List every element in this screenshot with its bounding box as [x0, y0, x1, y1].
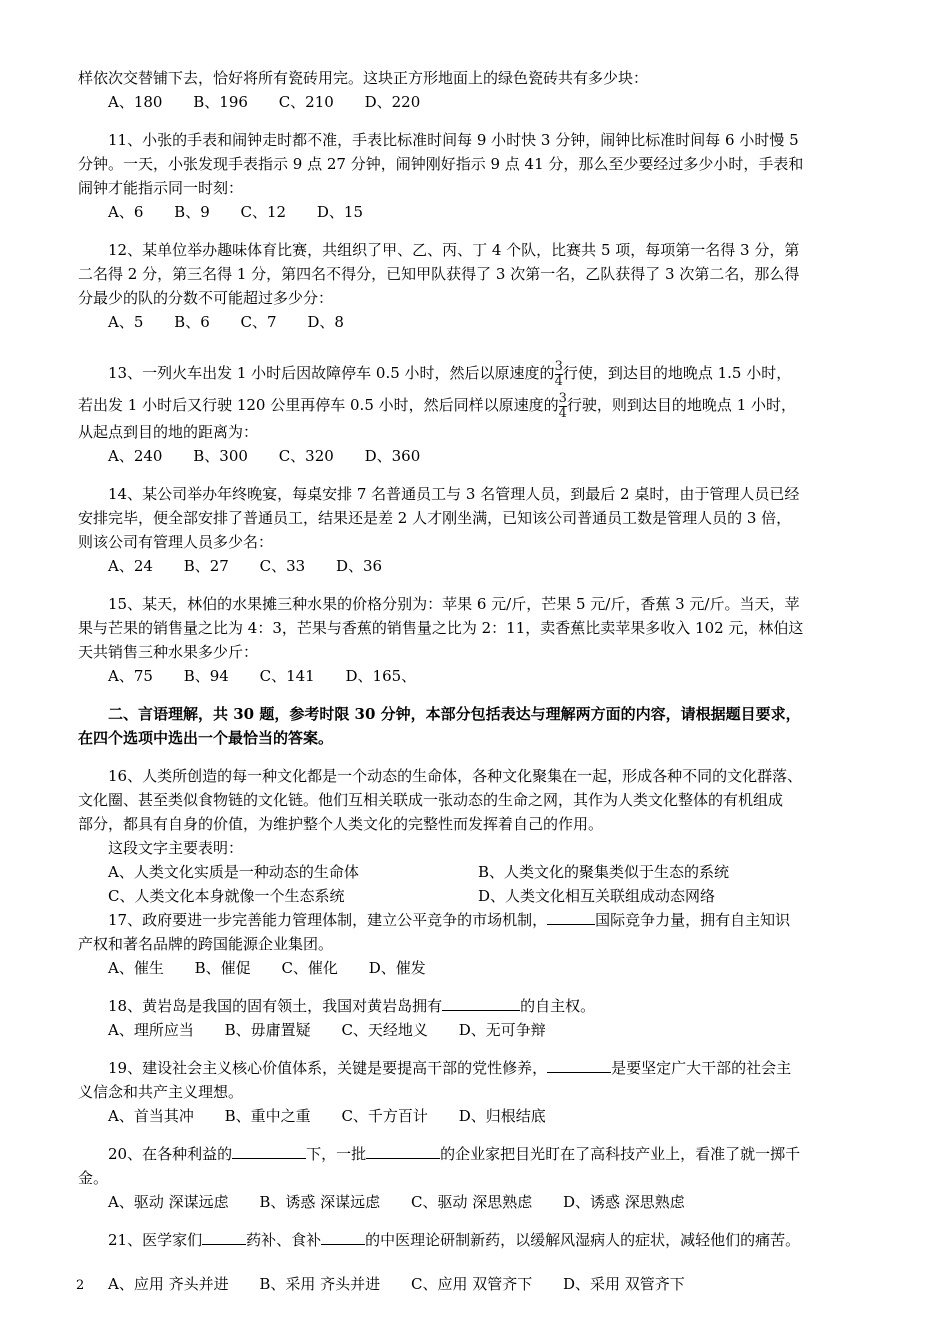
question-text-part: 的自主权。 — [520, 997, 596, 1015]
question-text-part: 是要坚定广大干部的社会主 — [611, 1059, 792, 1077]
question-text-line: 分钟。一天，小张发现手表指示 9 点 27 分钟，闹钟刚好指示 9 点 41 分，那么至少要经过多少小时，手表和 — [78, 155, 804, 173]
question-15 — [78, 592, 878, 688]
option-a: A、驱动 深谋远虑 — [108, 1193, 229, 1211]
question-text-line: 产权和著名品牌的跨国能源企业集团。 — [78, 935, 334, 953]
option-c: C、7 — [240, 313, 277, 331]
option-a: A、180 — [108, 93, 163, 111]
question-text-part: 国际竞争力量，拥有自主知识 — [595, 911, 791, 929]
question-text-line: 天共销售三种水果多少斤： — [78, 643, 259, 661]
question-text-part: 18、黄岩岛是我国的固有领土，我国对黄岩岛拥有 — [108, 997, 443, 1015]
option-a: A、人类文化实质是一种动态的生命体 — [108, 863, 359, 881]
question-16 — [78, 764, 878, 908]
question-text-part: 下，一批 — [306, 1145, 367, 1163]
question-text-line — [78, 908, 878, 932]
option-d: D、采用 双管齐下 — [563, 1275, 685, 1293]
option-d: D、15 — [316, 203, 364, 221]
question-text-line: 义信念和共产主义理想。 — [78, 1083, 244, 1101]
option-a: A、24 — [108, 557, 153, 575]
option-a: A、应用 齐头并进 — [108, 1275, 229, 1293]
option-a: A、理所应当 — [108, 1021, 194, 1039]
question-14 — [78, 482, 878, 578]
answer-blank — [547, 910, 595, 925]
answer-blank — [442, 996, 520, 1011]
question-text-part: 19、建设社会主义核心价值体系，关键是要提高干部的党性修养， — [108, 1059, 548, 1077]
option-b: B、采用 齐头并进 — [259, 1275, 381, 1293]
option-c: C、天经地义 — [341, 1021, 428, 1039]
question-text-line — [78, 1142, 878, 1166]
option-a: A、240 — [108, 447, 163, 465]
answer-blank — [232, 1144, 306, 1159]
question-text-line: 样依次交替铺下去，恰好将所有瓷砖用完。这块正方形地面上的绿色瓷砖共有多少块： — [78, 69, 649, 87]
question-text-line: 安排完毕，便全部安排了普通员工，结果还是差 2 人才刚坐满，已知该公司普通员工数是管理人员的 3 倍， — [78, 509, 792, 527]
question-11 — [78, 128, 878, 224]
question-text-part: 20、在各种利益的 — [108, 1145, 233, 1163]
option-b: B、94 — [183, 667, 229, 685]
option-b: B、诱惑 深谋远虑 — [259, 1193, 381, 1211]
option-b: B、人类文化的聚集类似于生态的系统 — [478, 863, 730, 881]
question-10-continuation — [78, 66, 878, 114]
options-row — [78, 956, 878, 980]
question-19 — [78, 1056, 878, 1128]
option-b: B、196 — [193, 93, 248, 111]
question-text-part: 13、一列火车出发 1 小时后因故障停车 0.5 小时，然后以原速度的 — [108, 364, 555, 382]
fraction — [558, 390, 567, 421]
option-c: C、驱动 深思熟虑 — [410, 1193, 533, 1211]
options-row — [78, 860, 878, 884]
question-text-part: 的中医理论研制新药，以缓解风湿病人的症状，减轻他们的痛苦。 — [365, 1231, 801, 1249]
question-text-part: 行驶，则到达目的地晚点 1 小时， — [566, 396, 797, 414]
options-row — [78, 200, 878, 224]
option-c: C、人类文化本身就像一个生态系统 — [108, 887, 345, 905]
question-20 — [78, 1142, 878, 1214]
option-b: B、6 — [174, 313, 210, 331]
option-b: B、9 — [174, 203, 210, 221]
question-12 — [78, 238, 878, 334]
option-c: C、千方百计 — [341, 1107, 428, 1125]
page-number: 2 — [76, 1278, 85, 1293]
question-text-line — [78, 1056, 878, 1080]
option-d: D、人类文化相互关联组成动态网络 — [478, 887, 716, 905]
options-row — [78, 884, 878, 908]
fraction-denominator: 4 — [558, 405, 567, 421]
question-text-line: 从起点到目的地的距离为： — [78, 423, 259, 441]
options-row — [78, 444, 878, 468]
question-text-line: 金。 — [78, 1169, 109, 1187]
option-a: A、5 — [108, 313, 144, 331]
question-text-line: 分最少的队的分数不可能超过多少分： — [78, 289, 334, 307]
option-a: A、6 — [108, 203, 144, 221]
fraction-numerator: 3 — [554, 358, 563, 374]
question-17 — [78, 908, 878, 980]
options-row — [78, 310, 878, 334]
question-text-part: 17、政府要进一步完善能力管理体制，建立公平竞争的市场机制， — [108, 911, 548, 929]
option-c: C、320 — [278, 447, 334, 465]
question-text-part: 药补、食补 — [246, 1231, 322, 1249]
fraction — [554, 358, 563, 389]
question-text-line: 14、某公司举办年终晚宴，每桌安排 7 名普通员工与 3 名管理人员，到最后 2 桌时，由于管理人员已经 — [108, 485, 800, 503]
option-b: B、27 — [183, 557, 229, 575]
question-prompt: 这段文字主要表明： — [108, 839, 244, 857]
question-text-part: 行使，到达目的地晚点 1.5 小时， — [562, 364, 792, 382]
question-13 — [78, 356, 878, 468]
question-text-part: 的企业家把目光盯在了高科技产业上，看准了就一掷千 — [440, 1145, 801, 1163]
section-heading — [78, 702, 878, 750]
option-c: C、应用 双管齐下 — [410, 1275, 533, 1293]
option-c: C、141 — [259, 667, 315, 685]
option-d: D、36 — [335, 557, 383, 575]
question-text-line — [78, 356, 878, 390]
question-text-line: 则该公司有管理人员多少名： — [78, 533, 274, 551]
option-b: B、毋庸置疑 — [224, 1021, 311, 1039]
options-row — [78, 1272, 878, 1296]
question-18 — [78, 994, 878, 1042]
option-a: A、75 — [108, 667, 153, 685]
option-a: A、首当其冲 — [108, 1107, 194, 1125]
options-row — [78, 1104, 878, 1128]
answer-blank — [547, 1058, 611, 1073]
option-d: D、8 — [307, 313, 344, 331]
fraction-numerator: 3 — [558, 390, 567, 406]
options-row — [78, 1018, 878, 1042]
option-d: D、165、 — [345, 667, 417, 685]
option-d: D、归根结底 — [458, 1107, 546, 1125]
question-text-line: 部分，都具有自身的价值，为维护整个人类文化的完整性而发挥着自己的作用。 — [78, 815, 604, 833]
options-row — [78, 90, 878, 114]
option-d: D、220 — [364, 93, 421, 111]
option-b: B、重中之重 — [224, 1107, 311, 1125]
question-text-line: 二名得 2 分，第三名得 1 分，第四名不得分，已知甲队获得了 3 次第一名，乙队获得了 3 次第二名，那么得 — [78, 265, 800, 283]
question-text-line — [78, 994, 878, 1018]
question-text-line: 12、某单位举办趣味体育比赛，共组织了甲、乙、丙、丁 4 个队，比赛共 5 项，每项第一名得 3 分，第 — [108, 241, 800, 259]
options-row — [78, 554, 878, 578]
option-a: A、催生 — [108, 959, 164, 977]
answer-blank — [202, 1230, 246, 1245]
option-c: C、33 — [259, 557, 306, 575]
question-text-line: 15、某天，林伯的水果摊三种水果的价格分别为：苹果 6 元/斤，芒果 5 元/斤，香蕉 3 元/斤。当天，苹 — [108, 595, 800, 613]
question-text-line: 闹钟才能指示同一时刻： — [78, 179, 244, 197]
option-d: D、360 — [364, 447, 421, 465]
fraction-denominator: 4 — [554, 373, 563, 389]
option-c: C、210 — [278, 93, 334, 111]
answer-blank — [321, 1230, 365, 1245]
question-text-line: 果与芒果的销售量之比为 4：3，芒果与香蕉的销售量之比为 2：11，卖香蕉比卖苹果多收入 102 元，林伯这 — [78, 619, 804, 637]
section-heading-line: 二、言语理解，共 30 题，参考时限 30 分钟，本部分包括表达与理解两方面的内容，请根据题目要求， — [108, 705, 801, 723]
section-heading-line: 在四个选项中选出一个最恰当的答案。 — [78, 729, 334, 747]
option-d: D、诱惑 深思熟虑 — [563, 1193, 685, 1211]
question-21 — [78, 1228, 878, 1296]
option-b: B、催促 — [194, 959, 251, 977]
options-row — [78, 1190, 878, 1214]
option-c: C、催化 — [281, 959, 338, 977]
option-b: B、300 — [193, 447, 248, 465]
document-page — [78, 66, 878, 1296]
option-d: D、催发 — [368, 959, 426, 977]
question-text-part: 21、医学家们 — [108, 1231, 203, 1249]
question-text-line — [78, 1228, 878, 1252]
question-text-line: 11、小张的手表和闹钟走时都不准，手表比标准时间每 9 小时快 3 分钟，闹钟比标准时间每 6 小时慢 5 — [108, 131, 799, 149]
question-text-line: 文化圈、甚至类似食物链的文化链。他们互相关联成一张动态的生命之网，其作为人类文化整体的有机组成 — [78, 791, 784, 809]
question-text-part: 若出发 1 小时后又行驶 120 公里再停车 0.5 小时，然后同样以原速度的 — [78, 396, 559, 414]
option-d: D、无可争辩 — [458, 1021, 546, 1039]
options-row — [78, 664, 878, 688]
option-c: C、12 — [240, 203, 287, 221]
question-text-line: 16、人类所创造的每一种文化都是一个动态的生命体，各种文化聚集在一起，形成各种不同的文化群落、 — [108, 767, 803, 785]
answer-blank — [366, 1144, 440, 1159]
question-text-line — [78, 390, 878, 420]
